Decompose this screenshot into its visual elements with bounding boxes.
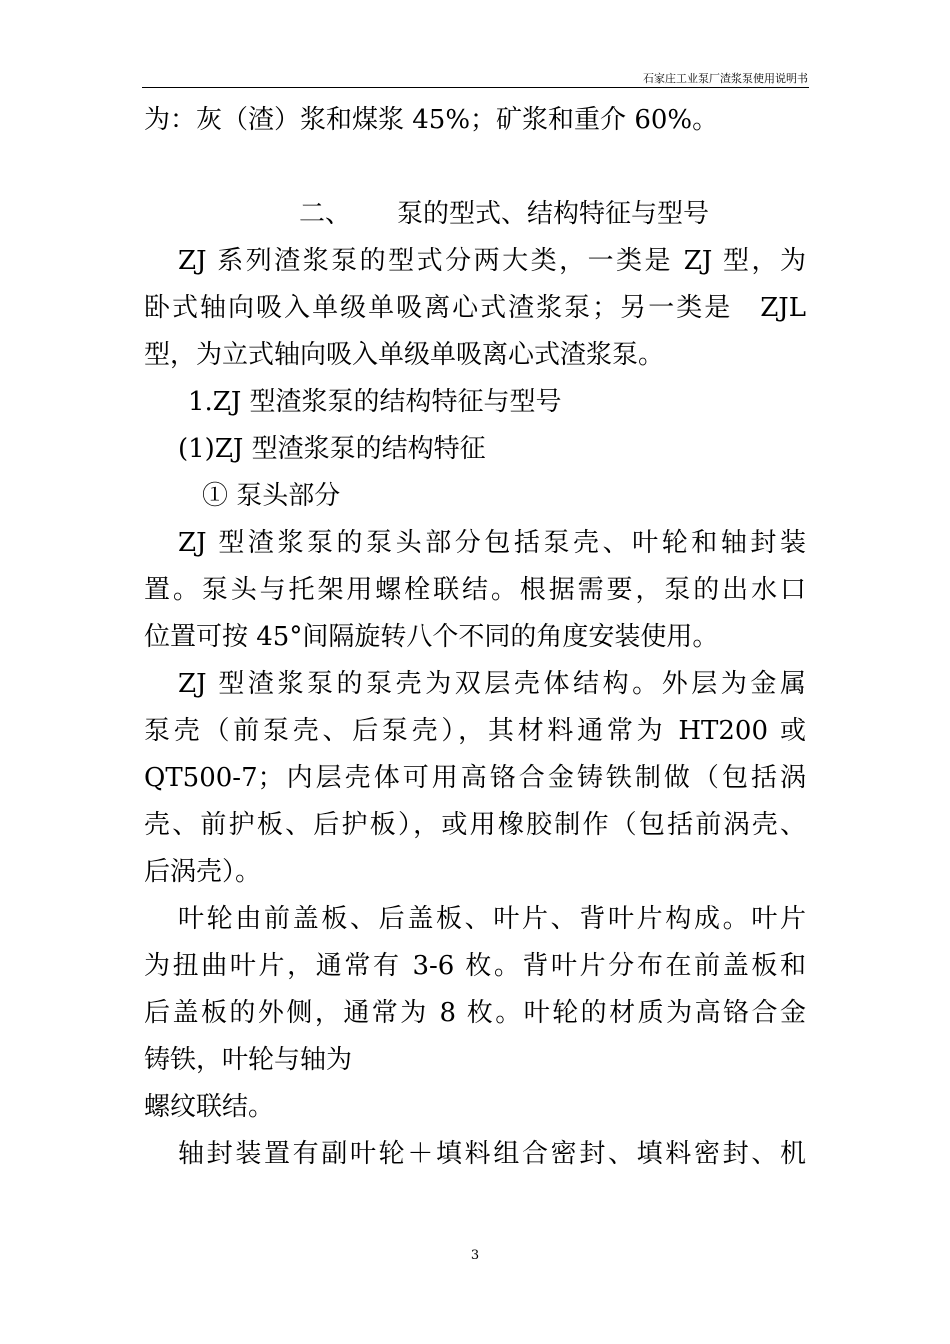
blank-line — [144, 144, 806, 191]
paragraph-line: 后盖板的外侧，通常为 8 枚。叶轮的材质为高铬合金 — [144, 998, 806, 1028]
section-number: 二、 — [299, 199, 352, 229]
paragraph-line: 泵壳（前泵壳、后泵壳），其材料通常为 HT200 或 — [144, 716, 806, 746]
paragraph-line: 螺纹联结。 — [144, 1092, 275, 1122]
paragraph-line: 卧式轴向吸入单级单吸离心式渣浆泵；另一类是 ZJL — [144, 293, 806, 323]
paragraph-line: QT500-7；内层壳体可用高铬合金铸铁制做（包括涡 — [144, 763, 806, 793]
paragraph-line: 型，为立式轴向吸入单级单吸离心式渣浆泵。 — [144, 340, 665, 370]
subsection-heading: (1)ZJ 型渣浆泵的结构特征 — [178, 434, 486, 464]
document-body — [144, 97, 806, 1178]
section-title: 泵的型式、结构特征与型号 — [397, 199, 710, 229]
subsection-heading: ① 泵头部分 — [202, 481, 341, 511]
subsection-heading: 1.ZJ 型渣浆泵的结构特征与型号 — [188, 387, 562, 417]
paragraph-line: ZJ 型渣浆泵的泵头部分包括泵壳、叶轮和轴封装 — [178, 528, 806, 558]
paragraph-line: 位置可按 45°间隔旋转八个不同的角度安装使用。 — [144, 622, 719, 652]
paragraph-line: 为扭曲叶片，通常有 3-6 枚。背叶片分布在前盖板和 — [144, 951, 806, 981]
paragraph-line: 置。泵头与托架用螺栓联结。根据需要，泵的出水口 — [144, 575, 806, 605]
paragraph-line: 铸铁，叶轮与轴为 — [144, 1045, 353, 1075]
paragraph-line: 轴封装置有副叶轮＋填料组合密封、填料密封、机 — [178, 1139, 806, 1169]
paragraph-line: 壳、前护板、后护板），或用橡胶制作（包括前涡壳、 — [144, 810, 806, 840]
section-heading — [144, 191, 806, 238]
header-divider — [142, 87, 809, 88]
running-header: 石家庄工业泵厂渣浆泵使用说明书 — [643, 72, 808, 85]
paragraph-line: 为：灰（渣）浆和煤浆 45%；矿浆和重介 60%。 — [144, 105, 719, 135]
paragraph-line: 后涡壳）。 — [144, 857, 262, 887]
paragraph-line: ZJ 系列渣浆泵的型式分两大类，一类是 ZJ 型，为 — [178, 246, 806, 276]
page-number: 3 — [470, 1248, 480, 1263]
paragraph-line: ZJ 型渣浆泵的泵壳为双层壳体结构。外层为金属 — [178, 669, 806, 699]
paragraph-line: 叶轮由前盖板、后盖板、叶片、背叶片构成。叶片 — [178, 904, 806, 934]
